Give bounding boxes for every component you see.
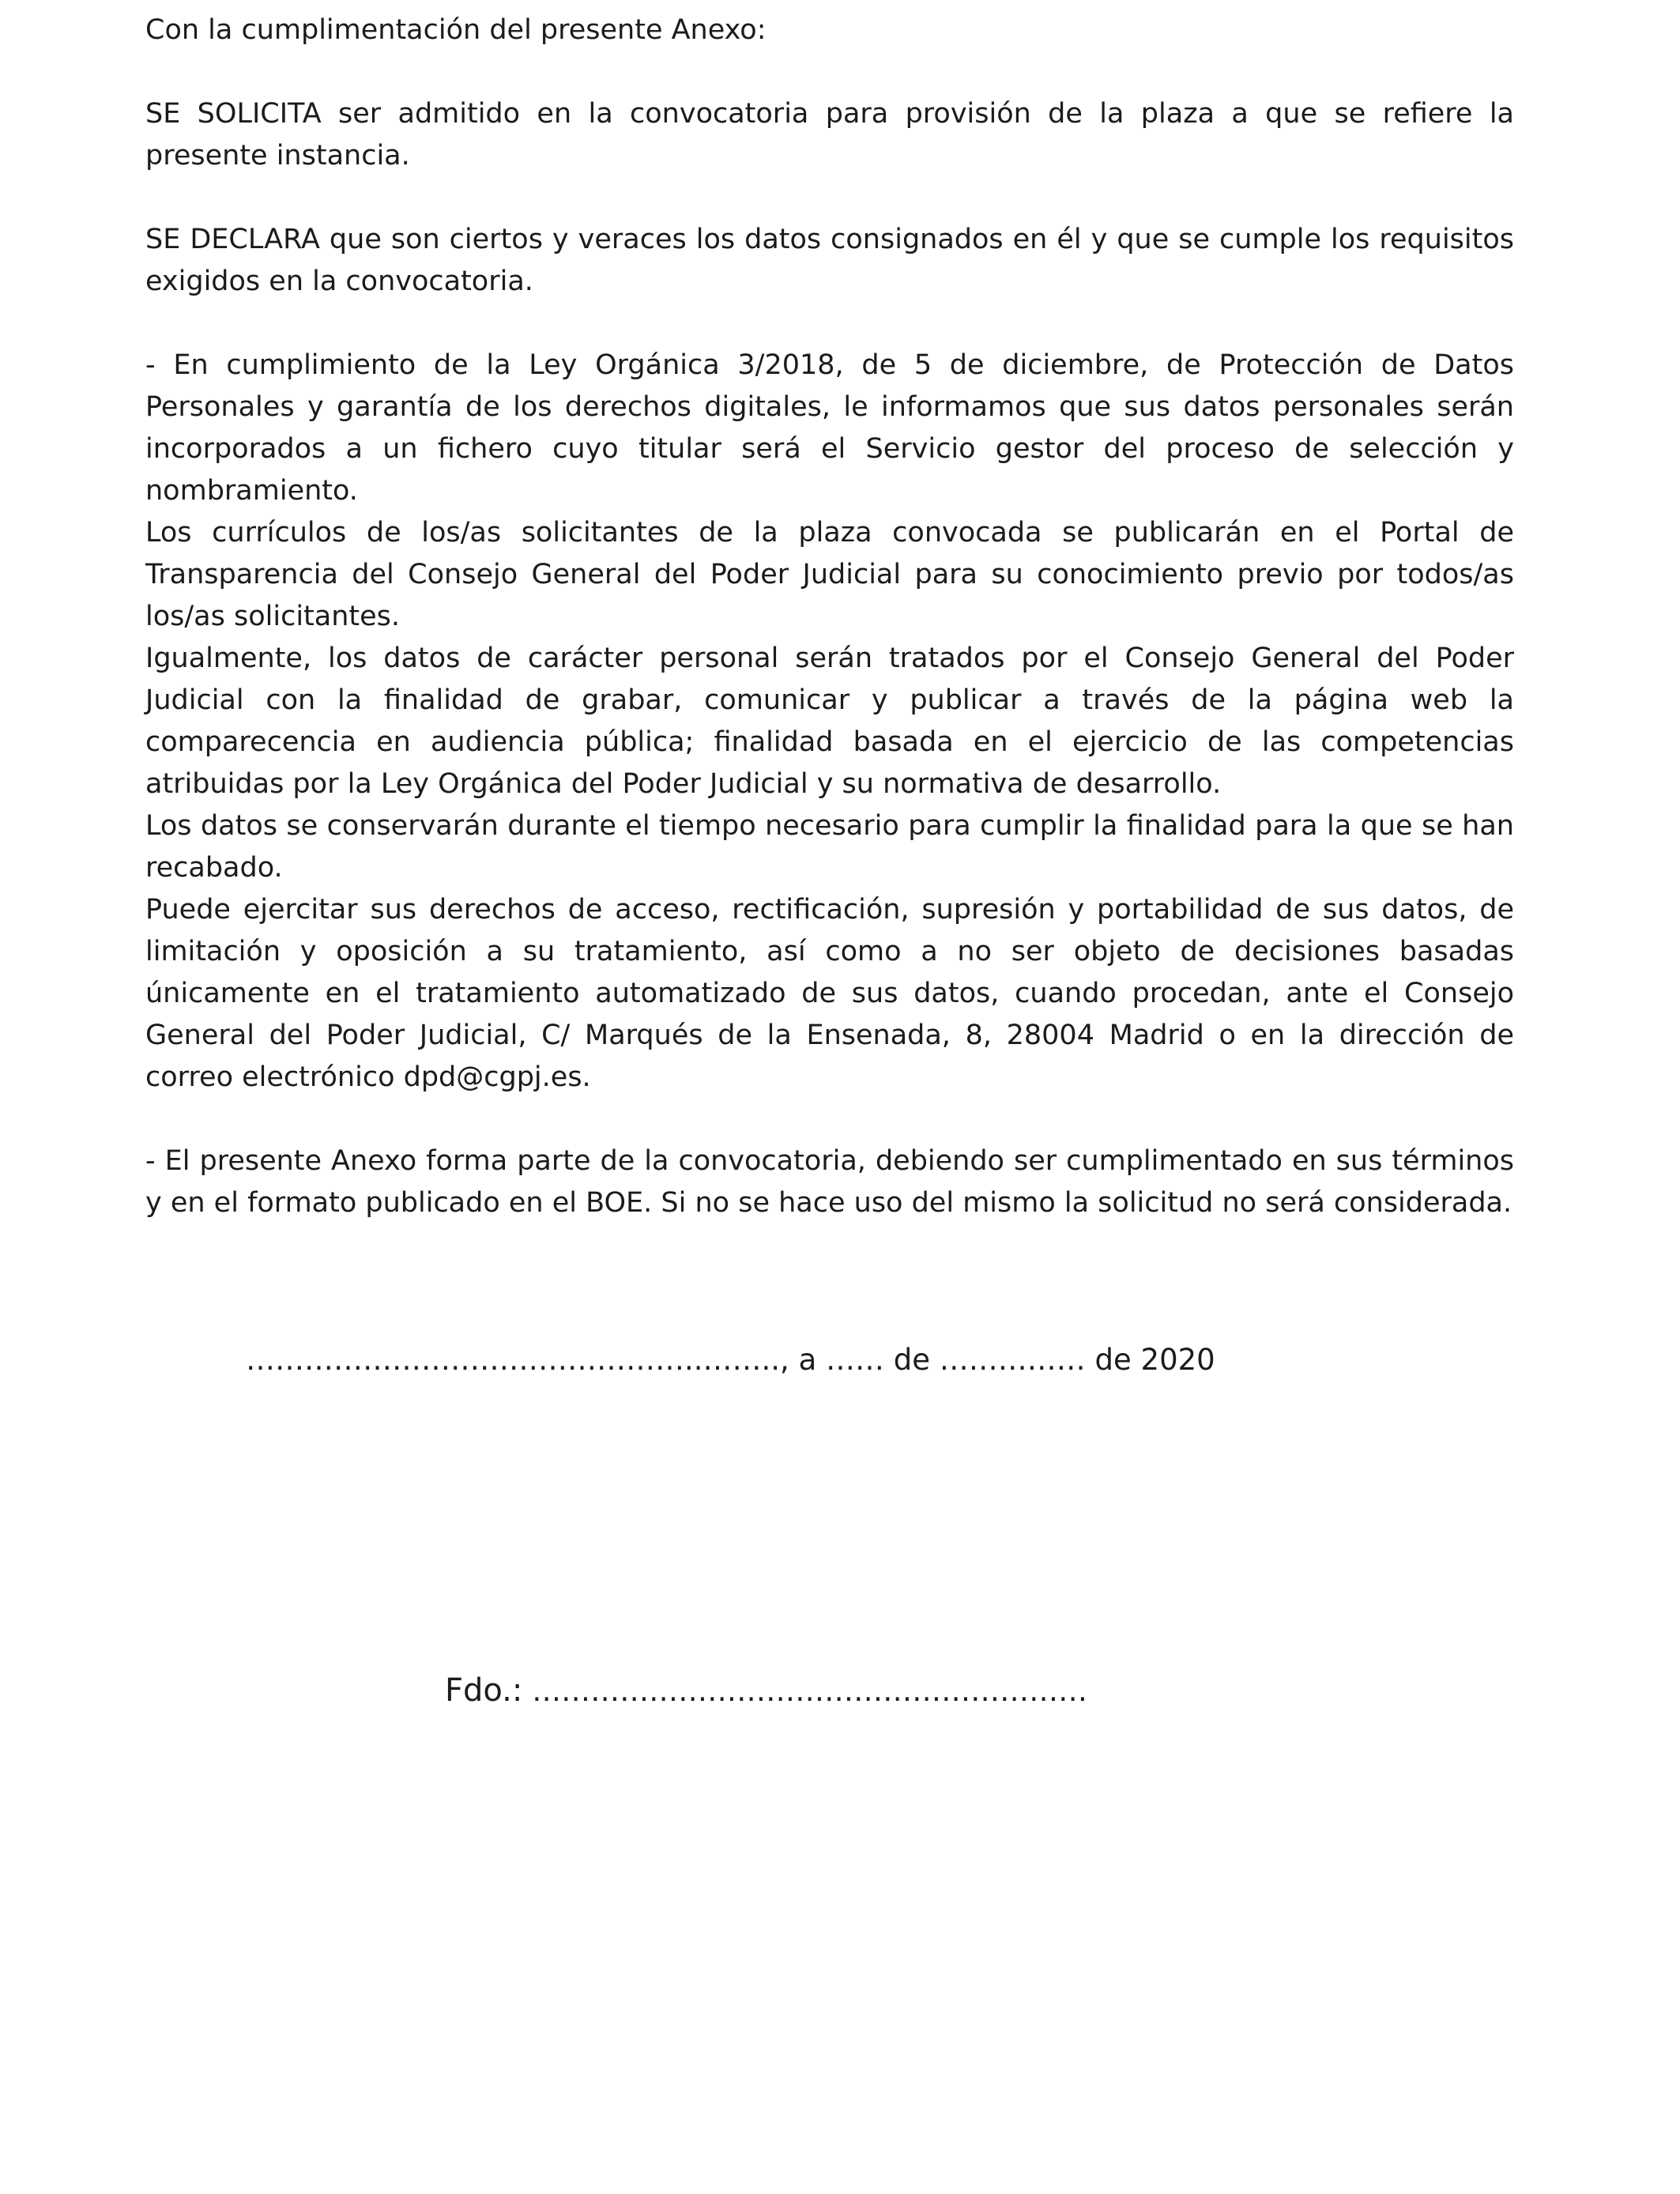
place-date-line: ………………………………………..…….., a …… de …………… de 2020 — [246, 1343, 1215, 1377]
document-body — [145, 9, 1514, 1224]
curricula-paragraph: Los currículos de los/as solicitantes de la plaza convocada se publicarán en el Portal de Transparencia del Consejo General del Poder Judicial para su conocimiento previo por todos/as los/as solicitantes. — [145, 517, 1514, 632]
data-retention-paragraph: Los datos se conservarán durante el tiempo necesario para cumplir la finalidad para la que se han recabado. — [145, 810, 1514, 884]
data-processing-paragraph: Igualmente, los datos de carácter personal serán tratados por el Consejo General del Poder Judicial con la finalidad de grabar, comunicar y publicar a través de la página web la comparecencia en audiencia pública; finalidad basada en el ejercicio de las competencias atribuidas por la Ley Orgánica del Poder Judicial y su normativa de desarrollo. — [145, 643, 1514, 800]
intro-paragraph: Con la cumplimentación del presente Anexo: — [145, 14, 767, 46]
data-rights-paragraph: Puede ejercitar sus derechos de acceso, rectificación, supresión y portabilidad de sus datos, de limitación y oposición a su tratamiento, así como a no ser objeto de decisiones basadas únicamente en el tratamiento automatizado de sus datos, cuando procedan, ante el Consejo General del Poder Judicial, C/ Marqués de la Ensenada, 8, 28004 Madrid o en la dirección de correo electrónico dpd@cgpj.es. — [145, 894, 1514, 1093]
signature-label: Fdo.: — [445, 1672, 523, 1709]
signature-line — [445, 1670, 1087, 1712]
solicita-paragraph: SE SOLICITA ser admitido en la convocatoria para provisión de la plaza a que se refiere la presente instancia. — [145, 98, 1514, 172]
declara-paragraph: SE DECLARA que son ciertos y veraces los datos consignados en él y que se cumple los requisitos exigidos en la convocatoria. — [145, 224, 1514, 297]
data-protection-paragraph: - En cumplimiento de la Ley Orgánica 3/2018, de 5 de diciembre, de Protección de Datos Personales y garantía de los derechos digitales, le informamos que sus datos personales serán incorporados a un fichero cuyo titular será el Servicio gestor del proceso de selección y nombramiento. — [145, 349, 1514, 507]
annex-note-paragraph: - El presente Anexo forma parte de la convocatoria, debiendo ser cumplimentado en sus términos y en el formato publicado en el BOE. Si no se hace uso del mismo la solicitud no será considerada. — [145, 1145, 1514, 1219]
signature-dots: ………………………………………………… — [532, 1674, 1088, 1708]
